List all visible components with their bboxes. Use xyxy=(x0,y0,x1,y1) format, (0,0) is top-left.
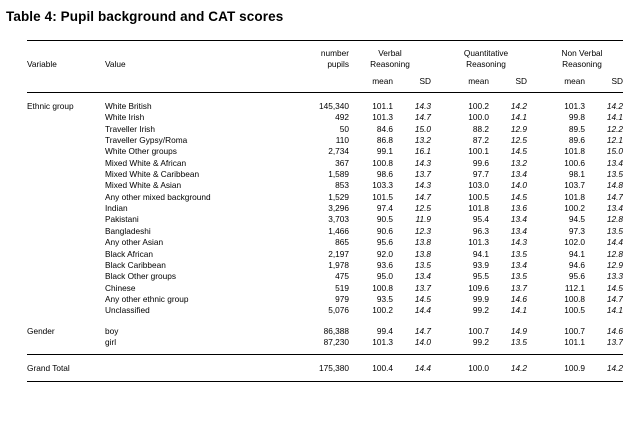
vr-mean-cell: 97.4 xyxy=(376,203,393,214)
header-rule-spacer xyxy=(27,93,623,101)
qr-mean-cell: 88.2 xyxy=(472,123,489,134)
nvr-sd-cell: 12.9 xyxy=(606,259,623,270)
vr-mean-cell: 98.6 xyxy=(376,169,393,180)
row-value-label: Bangladeshi xyxy=(105,225,151,236)
row-value-label: boy xyxy=(105,325,119,336)
header-nvr-sd: SD xyxy=(611,75,623,86)
nvr-mean-cell: 97.3 xyxy=(568,225,585,236)
header-qr-sd: SD xyxy=(515,75,527,86)
row-value-label: Black Other groups xyxy=(105,271,177,282)
pupils-cell: 865 xyxy=(335,237,349,248)
grand-total-vr-sd-cell: 14.4 xyxy=(414,363,431,374)
qr-mean-cell: 101.8 xyxy=(468,203,489,214)
row-value-label: Any other mixed background xyxy=(105,191,211,202)
nvr-mean-cell: 112.1 xyxy=(564,282,585,293)
vr-mean-cell: 95.0 xyxy=(376,271,393,282)
nvr-mean-cell: 89.5 xyxy=(568,123,585,134)
row-value-label: Black Caribbean xyxy=(105,259,166,270)
grand-total-qr-sd-cell: 14.2 xyxy=(510,363,527,374)
qr-mean-cell: 109.6 xyxy=(468,282,489,293)
vr-mean-cell: 100.2 xyxy=(372,305,393,316)
grand-total-nvr-sd-cell: 14.2 xyxy=(606,363,623,374)
pupils-cell: 979 xyxy=(335,293,349,304)
vr-mean-cell: 99.1 xyxy=(376,146,393,157)
nvr-sd-cell: 12.8 xyxy=(606,248,623,259)
vr-sd-cell: 13.5 xyxy=(414,259,431,270)
section-spacer xyxy=(27,317,623,326)
nvr-sd-cell: 12.8 xyxy=(606,214,623,225)
row-variable-label xyxy=(27,214,105,225)
qr-sd-cell: 14.5 xyxy=(510,146,527,157)
nvr-mean-cell: 98.1 xyxy=(568,169,585,180)
row-variable-label xyxy=(27,180,105,191)
table-row xyxy=(27,237,623,248)
row-variable-label xyxy=(27,283,105,294)
nvr-mean-cell: 100.7 xyxy=(564,325,585,336)
qr-sd-cell: 14.2 xyxy=(510,101,527,112)
vr-mean-cell: 101.3 xyxy=(372,112,393,123)
grand-total-vr-mean-cell: 100.4 xyxy=(372,363,393,374)
vr-mean-cell: 93.5 xyxy=(376,293,393,304)
table-row xyxy=(27,260,623,271)
nvr-sd-cell: 13.3 xyxy=(606,271,623,282)
nvr-mean-cell: 94.6 xyxy=(568,259,585,270)
header-group-verbal-line2: Reasoning xyxy=(370,59,410,70)
vr-sd-cell: 13.7 xyxy=(414,282,431,293)
header-qr-mean: mean xyxy=(468,75,489,86)
qr-sd-cell: 13.4 xyxy=(510,169,527,180)
qr-mean-cell: 95.4 xyxy=(472,214,489,225)
row-value-label: Mixed White & Caribbean xyxy=(105,169,200,180)
row-variable-label xyxy=(27,260,105,271)
header-group-quantitative-line2: Reasoning xyxy=(466,59,506,70)
vr-sd-cell: 15.0 xyxy=(414,123,431,134)
nvr-sd-cell: 13.7 xyxy=(606,336,623,347)
row-variable-label xyxy=(27,146,105,157)
qr-mean-cell: 100.2 xyxy=(468,101,489,112)
qr-mean-cell: 100.0 xyxy=(468,112,489,123)
table-row xyxy=(27,192,623,203)
vr-mean-cell: 101.5 xyxy=(372,191,393,202)
qr-mean-cell: 100.1 xyxy=(468,146,489,157)
vr-sd-cell: 14.5 xyxy=(414,293,431,304)
pupils-cell: 1,978 xyxy=(328,259,349,270)
row-value-label: White British xyxy=(105,101,152,112)
nvr-mean-cell: 103.7 xyxy=(564,180,585,191)
vr-mean-cell: 100.8 xyxy=(372,282,393,293)
pupils-cell: 519 xyxy=(335,282,349,293)
nvr-mean-cell: 89.6 xyxy=(568,135,585,146)
nvr-sd-cell: 14.6 xyxy=(606,325,623,336)
row-value-label: Traveller Irish xyxy=(105,123,155,134)
table-row xyxy=(27,146,623,157)
vr-sd-cell: 12.5 xyxy=(414,203,431,214)
header-nvr-mean: mean xyxy=(564,75,585,86)
row-variable-label xyxy=(27,192,105,203)
qr-sd-cell: 14.1 xyxy=(510,112,527,123)
qr-mean-cell: 103.0 xyxy=(468,180,489,191)
vr-mean-cell: 101.3 xyxy=(372,336,393,347)
row-variable-label xyxy=(27,294,105,305)
nvr-mean-cell: 100.8 xyxy=(564,293,585,304)
nvr-sd-cell: 14.1 xyxy=(606,305,623,316)
row-variable-label xyxy=(27,169,105,180)
vr-sd-cell: 13.8 xyxy=(414,237,431,248)
vr-sd-cell: 13.7 xyxy=(414,169,431,180)
vr-sd-cell: 13.4 xyxy=(414,271,431,282)
nvr-sd-cell: 12.1 xyxy=(606,135,623,146)
total-rule-spacer xyxy=(27,355,623,363)
table-row xyxy=(27,294,623,305)
pupils-cell: 1,589 xyxy=(328,169,349,180)
nvr-mean-cell: 94.1 xyxy=(568,248,585,259)
header-top-pad xyxy=(27,41,623,48)
table-body xyxy=(27,101,623,382)
header-group-verbal-line1: Verbal xyxy=(378,48,402,58)
row-variable-label xyxy=(27,305,105,316)
qr-sd-cell: 13.4 xyxy=(510,259,527,270)
vr-sd-cell: 16.1 xyxy=(414,146,431,157)
row-value-label: Chinese xyxy=(105,282,136,293)
qr-mean-cell: 96.3 xyxy=(472,225,489,236)
row-variable-label: Gender xyxy=(27,325,55,336)
qr-sd-cell: 14.0 xyxy=(510,180,527,191)
table-row xyxy=(27,305,623,316)
nvr-sd-cell: 14.7 xyxy=(606,293,623,304)
nvr-mean-cell: 99.8 xyxy=(568,112,585,123)
header-vr-mean: mean xyxy=(372,75,393,86)
qr-sd-cell: 13.5 xyxy=(510,271,527,282)
nvr-mean-cell: 101.1 xyxy=(564,336,585,347)
nvr-sd-cell: 14.8 xyxy=(606,180,623,191)
vr-sd-cell: 14.3 xyxy=(414,180,431,191)
nvr-sd-cell: 14.1 xyxy=(606,112,623,123)
qr-sd-cell: 14.9 xyxy=(510,325,527,336)
table-bottom-rule xyxy=(27,381,623,382)
vr-mean-cell: 86.8 xyxy=(376,135,393,146)
grand-total-pupils-cell: 175,380 xyxy=(319,363,349,374)
qr-sd-cell: 14.5 xyxy=(510,191,527,202)
pupils-cell: 3,296 xyxy=(328,203,349,214)
nvr-sd-cell: 12.2 xyxy=(606,123,623,134)
vr-mean-cell: 99.4 xyxy=(376,325,393,336)
nvr-sd-cell: 13.4 xyxy=(606,203,623,214)
nvr-sd-cell: 14.7 xyxy=(606,191,623,202)
table-row xyxy=(27,326,623,337)
table-head xyxy=(27,41,623,102)
pupils-cell: 475 xyxy=(335,271,349,282)
table-row xyxy=(27,337,623,348)
vr-sd-cell: 14.0 xyxy=(414,336,431,347)
pupils-cell: 5,076 xyxy=(328,305,349,316)
nvr-mean-cell: 101.8 xyxy=(564,146,585,157)
vr-mean-cell: 103.3 xyxy=(372,180,393,191)
vr-sd-cell: 12.3 xyxy=(414,225,431,236)
pupils-cell: 367 xyxy=(335,157,349,168)
pupils-cell: 87,230 xyxy=(323,336,349,347)
grand-total-qr-mean-cell: 100.0 xyxy=(468,363,489,374)
header-variable: Variable xyxy=(27,59,57,70)
qr-mean-cell: 97.7 xyxy=(472,169,489,180)
header-number-pupils-line1: number xyxy=(320,48,349,58)
qr-sd-cell: 13.6 xyxy=(510,203,527,214)
row-variable-label xyxy=(27,112,105,123)
pupils-cell: 492 xyxy=(335,112,349,123)
qr-sd-cell: 14.6 xyxy=(510,293,527,304)
vr-sd-cell: 14.3 xyxy=(414,157,431,168)
table-row xyxy=(27,158,623,169)
header-group-nonverbal-line1: Non Verbal xyxy=(561,48,603,58)
qr-mean-cell: 100.7 xyxy=(468,325,489,336)
nvr-sd-cell: 13.5 xyxy=(606,225,623,236)
vr-sd-cell: 13.2 xyxy=(414,135,431,146)
nvr-sd-cell: 14.2 xyxy=(606,101,623,112)
nvr-mean-cell: 95.6 xyxy=(568,271,585,282)
pupils-cell: 50 xyxy=(339,123,349,134)
row-variable-label xyxy=(27,158,105,169)
nvr-sd-cell: 14.4 xyxy=(606,237,623,248)
qr-mean-cell: 99.9 xyxy=(472,293,489,304)
pupils-cell: 1,466 xyxy=(328,225,349,236)
cat-scores-table-wrapper xyxy=(27,40,623,382)
table-row xyxy=(27,249,623,260)
table-row xyxy=(27,112,623,123)
table-row xyxy=(27,203,623,214)
nvr-mean-cell: 101.8 xyxy=(564,191,585,202)
vr-mean-cell: 100.8 xyxy=(372,157,393,168)
nvr-mean-cell: 100.5 xyxy=(564,305,585,316)
pupils-cell: 2,197 xyxy=(328,248,349,259)
nvr-mean-cell: 100.6 xyxy=(564,157,585,168)
pupils-cell: 86,388 xyxy=(323,325,349,336)
table-row xyxy=(27,214,623,225)
row-variable-label: Ethnic group xyxy=(27,101,74,112)
qr-sd-cell: 13.4 xyxy=(510,225,527,236)
nvr-sd-cell: 14.5 xyxy=(606,282,623,293)
vr-sd-cell: 13.8 xyxy=(414,248,431,259)
row-value-label: Any other Asian xyxy=(105,237,164,248)
qr-mean-cell: 101.3 xyxy=(468,237,489,248)
nvr-mean-cell: 101.3 xyxy=(564,101,585,112)
qr-mean-cell: 93.9 xyxy=(472,259,489,270)
table-row xyxy=(27,169,623,180)
header-value: Value xyxy=(105,59,126,70)
table-row xyxy=(27,101,623,112)
row-value-label: Black African xyxy=(105,248,153,259)
pupils-cell: 2,734 xyxy=(328,146,349,157)
nvr-sd-cell: 13.5 xyxy=(606,169,623,180)
nvr-sd-cell: 15.0 xyxy=(606,146,623,157)
vr-mean-cell: 93.6 xyxy=(376,259,393,270)
qr-mean-cell: 99.2 xyxy=(472,336,489,347)
table-row xyxy=(27,135,623,146)
qr-sd-cell: 13.2 xyxy=(510,157,527,168)
nvr-mean-cell: 100.2 xyxy=(564,203,585,214)
row-value-label: Unclassified xyxy=(105,305,150,316)
pupils-cell: 110 xyxy=(335,135,349,146)
pupils-cell: 3,703 xyxy=(328,214,349,225)
qr-mean-cell: 87.2 xyxy=(472,135,489,146)
vr-mean-cell: 90.5 xyxy=(376,214,393,225)
table-row xyxy=(27,283,623,294)
qr-mean-cell: 100.5 xyxy=(468,191,489,202)
row-variable-label xyxy=(27,249,105,260)
qr-sd-cell: 14.1 xyxy=(510,305,527,316)
pupils-cell: 1,529 xyxy=(328,191,349,202)
qr-sd-cell: 13.7 xyxy=(510,282,527,293)
row-value-label: White Other groups xyxy=(105,146,177,157)
qr-mean-cell: 99.6 xyxy=(472,157,489,168)
grand-total-label: Grand Total xyxy=(27,363,70,374)
pupils-cell: 853 xyxy=(335,180,349,191)
row-value-label: Pakistani xyxy=(105,214,139,225)
row-variable-label xyxy=(27,271,105,282)
vr-sd-cell: 14.4 xyxy=(414,305,431,316)
row-variable-label xyxy=(27,124,105,135)
row-value-label: Mixed White & African xyxy=(105,157,187,168)
qr-mean-cell: 94.1 xyxy=(472,248,489,259)
nvr-mean-cell: 94.5 xyxy=(568,214,585,225)
nvr-sd-cell: 13.4 xyxy=(606,157,623,168)
table-row xyxy=(27,180,623,191)
qr-sd-cell: 14.3 xyxy=(510,237,527,248)
qr-mean-cell: 95.5 xyxy=(472,271,489,282)
nvr-mean-cell: 102.0 xyxy=(564,237,585,248)
header-subcolumn-row xyxy=(27,76,623,87)
grand-total-nvr-mean-cell: 100.9 xyxy=(564,363,585,374)
row-variable-label xyxy=(27,135,105,146)
row-value-label: White Irish xyxy=(105,112,145,123)
grand-total-row xyxy=(27,363,623,374)
row-value-label: Traveller Gypsy/Roma xyxy=(105,135,188,146)
header-number-pupils-line2: pupils xyxy=(327,59,349,70)
row-value-label: Any other ethnic group xyxy=(105,293,189,304)
cat-scores-table xyxy=(27,40,623,382)
row-variable-label xyxy=(27,237,105,248)
header-vr-sd: SD xyxy=(419,75,431,86)
qr-sd-cell: 13.5 xyxy=(510,248,527,259)
header-group-quantitative-line1: Quantitative xyxy=(463,48,509,58)
row-variable-label xyxy=(27,337,105,348)
qr-sd-cell: 12.9 xyxy=(510,123,527,134)
vr-mean-cell: 95.6 xyxy=(376,237,393,248)
vr-mean-cell: 101.1 xyxy=(372,101,393,112)
vr-sd-cell: 11.9 xyxy=(415,214,431,225)
header-group-nonverbal-line2: Reasoning xyxy=(562,59,602,70)
table-row xyxy=(27,226,623,237)
vr-sd-cell: 14.7 xyxy=(414,191,431,202)
qr-sd-cell: 13.4 xyxy=(510,214,527,225)
row-value-label: girl xyxy=(105,336,117,347)
vr-sd-cell: 14.7 xyxy=(414,325,431,336)
row-variable-label xyxy=(27,226,105,237)
qr-sd-cell: 13.5 xyxy=(510,336,527,347)
qr-sd-cell: 12.5 xyxy=(510,135,527,146)
row-value-label: Indian xyxy=(105,203,128,214)
grand-total-value xyxy=(105,363,287,374)
pupils-cell: 145,340 xyxy=(319,101,349,112)
table-row xyxy=(27,271,623,282)
vr-mean-cell: 90.6 xyxy=(376,225,393,236)
page-title: Table 4: Pupil background and CAT scores xyxy=(6,9,284,24)
header-group-row xyxy=(27,48,623,59)
qr-mean-cell: 99.2 xyxy=(472,305,489,316)
vr-sd-cell: 14.3 xyxy=(414,101,431,112)
row-variable-label xyxy=(27,203,105,214)
row-value-label: Mixed White & Asian xyxy=(105,180,182,191)
table-row xyxy=(27,124,623,135)
vr-sd-cell: 14.7 xyxy=(414,112,431,123)
vr-mean-cell: 92.0 xyxy=(376,248,393,259)
vr-mean-cell: 84.6 xyxy=(376,123,393,134)
